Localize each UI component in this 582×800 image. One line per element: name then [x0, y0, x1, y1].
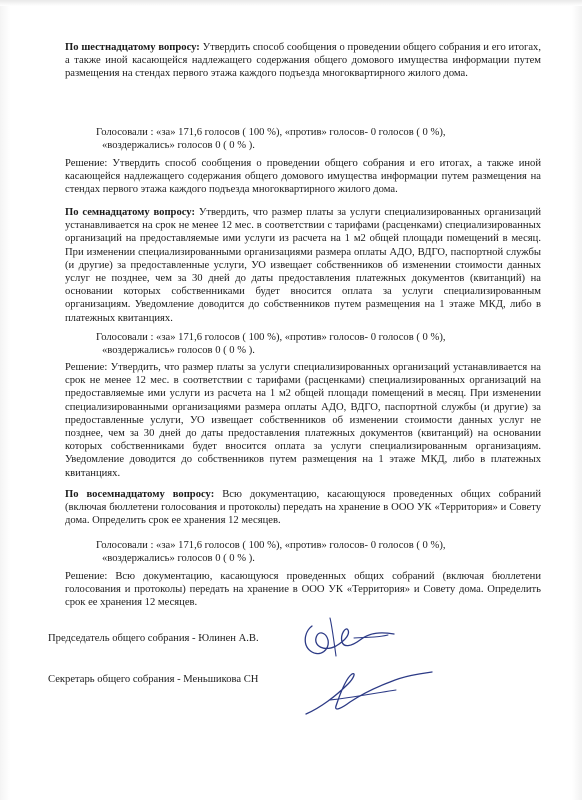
vote-line-2: «воздержались» голосов 0 ( 0 % ). — [102, 553, 255, 565]
vote-line-2: «воздержались» голосов 0 ( 0 % ). — [102, 140, 255, 152]
secretary-handwritten-signature — [300, 664, 440, 722]
question-17-heading: По семнадцатому вопросу: — [65, 207, 195, 218]
vote-line-1: Голосовали : «за» 171,6 голосов ( 100 %), «против» голосов- 0 голосов ( 0 %), — [96, 332, 446, 343]
question-18-text: Всю документацию, касающуюся проведенных общих собраний (включая бюллетени голосования и протоколы) передать на хранение в ООО УК «Территория» и Совету дома. Определить срок ее хранения 12 месяцев. — [65, 489, 542, 527]
question-18-vote — [65, 539, 541, 565]
decision-text: Решение: Утвердить способ сообщения о проведении общего собрания и его итогах, а также иной касающейся надлежащего содержания общего домового имущества информации путем размещения на стендах первого этажа каждого подъезда многоквартирного жилого дома. — [65, 158, 541, 196]
secretary-signature-line: Секретарь общего собрания - Меньшикова СН — [48, 674, 259, 685]
question-16-text: Утвердить способ сообщения о проведении общего собрания и его итогах, а также иной касающейся надлежащего содержания общего домового имущества информации путем размещения на стендах первого этажа каждого подъезда многоквартирного жилого дома. — [65, 42, 541, 80]
question-18-heading: По восемнадцатому вопросу: — [65, 489, 215, 500]
question-18-decision — [65, 570, 541, 610]
question-17-paragraph — [65, 206, 541, 325]
question-17-block — [65, 206, 541, 325]
scan-edge — [0, 0, 582, 6]
question-17-text: Утвердить, что размер платы за услуги специализированных организаций устанавливается на срок не менее 12 мес. в соответствии с тарифами (расценками) специализированных организаций на предоставляемые ими услуги из расчета на 1 м2 общей площади помещений в месяц. При изменении специализированными организациями размера оплаты АДО, ВДГО, паспортной службы (и другие) за предоставленные услуги, УО извещает собственников об изменении стоимости данных услуг не позднее, чем за 30 дней до даты предоставления платежных документов (квитанций) на основании которых собственниками будет вносится оплата за услуги специализированным организациям. Уведомление доводится до собственников путем размещения на 1 этаже МКД, либо в платежных квитанциях. — [65, 207, 541, 324]
question-16-decision — [65, 157, 541, 197]
vote-line-1: Голосовали : «за» 171,6 голосов ( 100 %), «против» голосов- 0 голосов ( 0 %), — [96, 540, 446, 551]
chair-handwritten-signature — [290, 612, 400, 662]
question-16-block — [65, 41, 541, 81]
question-17-decision — [65, 361, 541, 480]
question-17-vote — [65, 331, 541, 357]
question-16-heading: По шестнадцатому вопросу: — [65, 42, 200, 53]
vote-line-1: Голосовали : «за» 171,6 голосов ( 100 %), «против» голосов- 0 голосов ( 0 %), — [96, 127, 446, 138]
decision-text: Решение: Всю документацию, касающуюся проведенных общих собраний (включая бюллетени голосования и протоколы) передать на хранение в ООО УК «Территория» и Совету дома. Определить срок ее хранения 12 месяцев. — [65, 571, 541, 609]
question-18-paragraph — [65, 488, 541, 528]
question-16-paragraph — [65, 41, 541, 81]
decision-text: Решение: Утвердить, что размер платы за услуги специализированных организаций устанавливается на срок не менее 12 мес. в соответствии с тарифами (расценками) специализированных организаций на предоставляемые ими услуги из расчета на 1 м2 общей площади помещений в месяц. При изменении специализированными организациями размера оплаты АДО, ВДГО, паспортной службы (и другие) за предоставленные услуги, УО извещает собственников об изменении стоимости данных услуг не позднее, чем за 30 дней до даты предоставления платежных документов (квитанций) на основании которых собственниками будет вносится оплата за услуги специализированным организациям. Уведомление доводится до собственников путем размещения на 1 этаже МКД, либо в платежных квитанциях. — [65, 362, 541, 479]
chair-signature-line: Председатель общего собрания - Юлинен А.В. — [48, 633, 259, 644]
question-16-vote — [65, 126, 541, 152]
question-18-block — [65, 488, 541, 528]
vote-line-2: «воздержались» голосов 0 ( 0 % ). — [102, 345, 255, 357]
